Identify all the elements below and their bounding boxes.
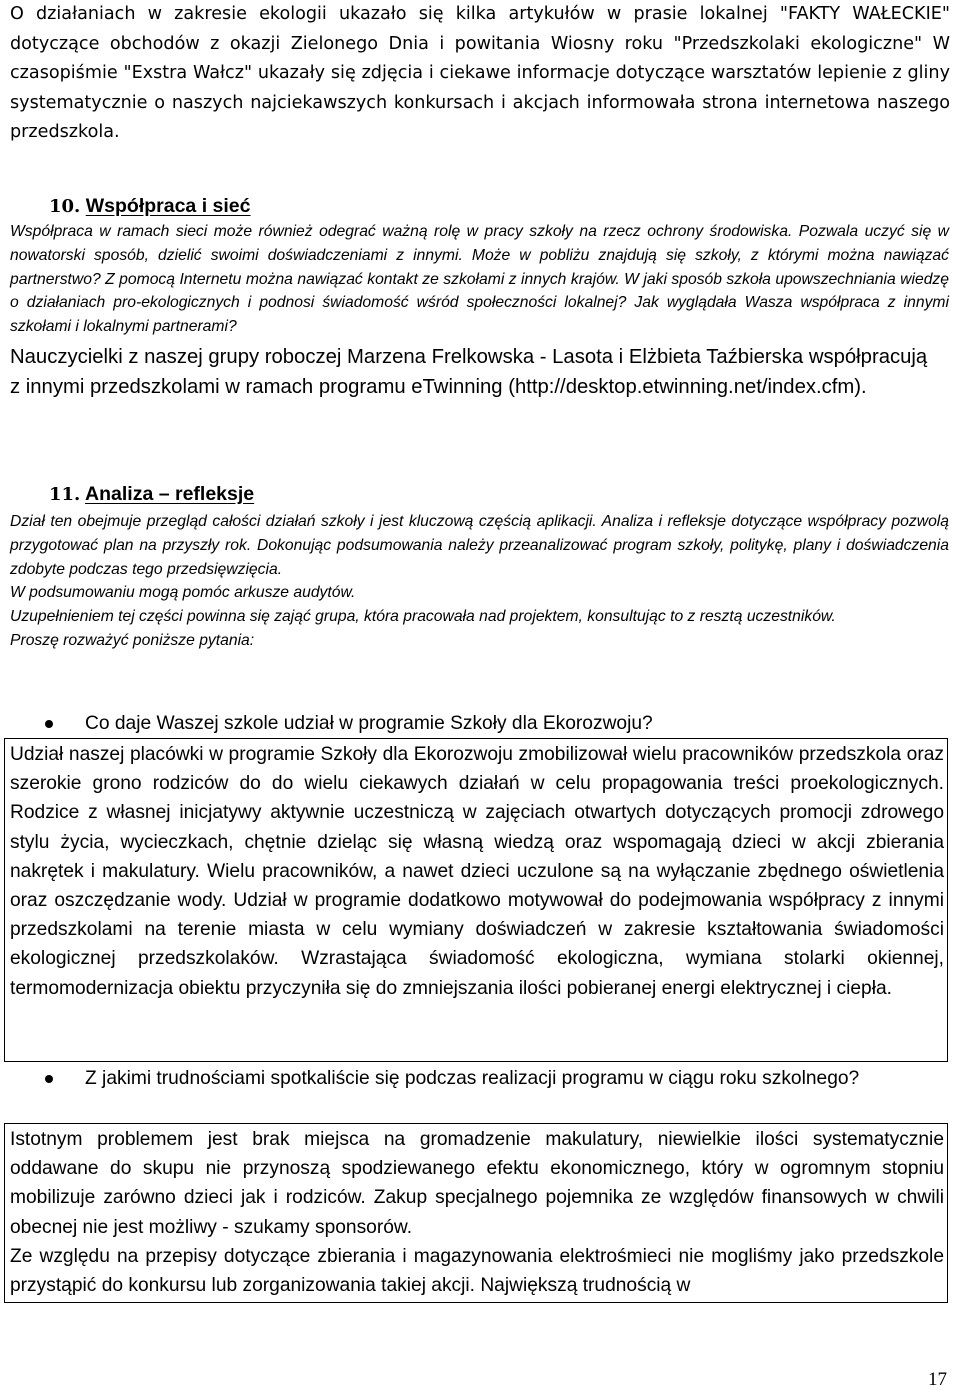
bullet-icon — [45, 1075, 53, 1083]
section-11-guidance — [10, 510, 949, 653]
page-number: 17 — [928, 1369, 947, 1390]
question-2 — [45, 1064, 950, 1094]
section-10-guidance: Współpraca w ramach sieci może również odegrać ważną rolę w pracy szkoły na rzecz ochrony środowiska. Pozwala uczyć się w nowatorski sposób, dzielić swoimi doświadczeniami z innymi. Może w pobliżu znajdują się szkoły, z którymi można nawiązać partnerstwo? Z pomocą Internetu można nawiązać kontakt ze szkołami z innych krajów. W jaki sposób szkoła upowszechniania wiedzę o działaniach pro-ekologicznych i podnosi świadomość wśród społeczności lokalnej? Jak wyglądała Wasza współpraca z innymi szkołami i lokalnymi partnerami? — [10, 223, 949, 336]
answer-2-paragraph-2: Ze względu na przepisy dotyczące zbierania i magazynowania elektrośmieci nie mogliśmy jako przedszkole przystąpić do konkursu lub zorganizowania takiej akcji. Największą trudnością w — [10, 1245, 944, 1297]
section-11-number: 11. — [49, 484, 81, 505]
answer-2-box — [4, 1123, 948, 1303]
answer-1-box: Udział naszej placówki w programie Szkoły dla Ekorozwoju zmobilizował wielu pracowników przedszkola oraz szerokie grono rodziców do do wielu ciekawych działań w celu propagowania treści proekologicznych. Rodzice z własnej inicjatywy aktywnie uczestniczą w zajęciach otwartych dotyczących promocji zdrowego stylu życia, wycieczkach, chętnie dzieląc się własną wiedzą oraz wspomagają dzieci w akcji zbierania nakrętek i makulatury. Wielu pracowników, a nawet dzieci uczulone są na wyłączanie zbędnego oświetlenia oraz oszczędzanie wody. Udział w programie dodatkowo motywował do podejmowania współpracy z innymi przedszkolami na terenie miasta w celu wymiany doświadczeń w zakresie kształtowania świadomości ekologicznej przedszkolaków. Wzrastająca świadomość ekologiczna, wymiana stolarki okiennej, termomodernizacja obiektu przyczyniła się do zmniejszania ilości pobieranej energi elektrycznej i ciepła. — [4, 738, 948, 1062]
section-10-answer: Nauczycielki z naszej grupy roboczej Marzena Frelkowska - Lasota i Elżbieta Taźbierska współpracują z innymi przedszkolami w ramach programu eTwinning (http://desktop.etwinning.net/index.cfm). — [10, 346, 928, 398]
intro-paragraph: O działaniach w zakresie ekologii ukazało się kilka artykułów w prasie lokalnej "FAKTY WAŁECKIE" dotyczące obchodów z okazji Zielonego Dnia i powitania Wiosny roku "Przedszkolaki ekologiczne" W czasopiśmie "Exstra Wałcz" ukazały się zdjęcia i ciekawe informacje dotyczące warsztatów lepienie z gliny systematycznie o naszych najciekawszych konkursach i akcjach informowała strona internetowa naszego przedszkola. — [10, 4, 950, 142]
answer-2-paragraph-1: Istotnym problemem jest brak miejsca na gromadzenie makulatury, niewielkie ilości systematycznie oddawane do skupu nie przynoszą spodziewanego efektu ekonomicznego, który w ogromnym stopniu mobilizuje zarówno dzieci jak i rodziców. Zakup specjalnego pojemnika ze względów finansowych w chwili obecnej nie jest możliwy - szukamy sponsorów. — [10, 1129, 944, 1238]
bullet-icon — [45, 720, 53, 728]
guidance-line: W podsumowaniu mogą pomóc arkusze audytów. — [10, 584, 356, 602]
section-10-number: 10. — [49, 196, 81, 217]
guidance-line: Dział ten obejmuje przegląd całości działań szkoły i jest kluczową częścią aplikacji. Analiza i refleksje dotyczące współpracy pozwolą przygotować plan na przyszły rok. Dokonując podsumowania należy przeanalizować program szkoły, politykę, plany i doświadczenia zdobyte podczas tego przedsięwzięcia. — [10, 513, 949, 578]
guidance-line: Proszę rozważyć poniższe pytania: — [10, 631, 255, 649]
guidance-line: Uzupełnieniem tej części powinna się zająć grupa, która pracowała nad projektem, konsultując to z resztą uczestników. — [10, 608, 836, 626]
question-1-text: Co daje Waszej szkole udział w programie Szkoły dla Ekorozwoju? — [85, 713, 653, 734]
question-1 — [45, 709, 950, 739]
section-11-heading — [49, 483, 254, 506]
section-10-title: Współpraca i sieć — [85, 195, 251, 217]
section-11-title: Analiza – refleksje — [85, 483, 255, 505]
section-10-heading — [49, 195, 250, 218]
question-2-text: Z jakimi trudnościami spotkaliście się podczas realizacji programu w ciągu roku szkolnego? — [85, 1068, 860, 1089]
